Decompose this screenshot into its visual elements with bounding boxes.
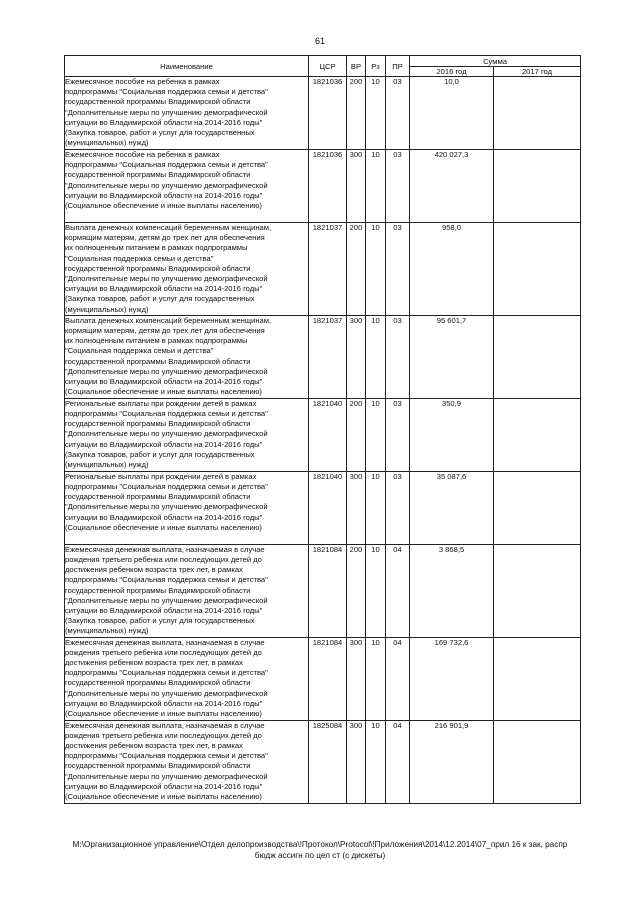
row-name-line: Региональные выплаты при рождении детей в рамках [65, 398, 257, 408]
row-csr: 1821036 [309, 150, 347, 223]
row-name-line: рождения третьего ребенка или последующих детей до [65, 730, 262, 740]
row-name-line: государственной программы Владимирской области [65, 761, 251, 771]
row-vr: 200 [347, 77, 366, 150]
row-name-line: Региональные выплаты при рождении детей в рамках [65, 471, 257, 481]
footer-line: бюдж ассигн по цел ст (с дискеты) [254, 851, 386, 860]
row-name-line: кормящим матерям, детям до трех лет для обеспечения [65, 233, 265, 243]
row-csr: 1825084 [309, 720, 347, 803]
row-name-line: ситуации во Владимирской области на 2014-2016 годы" [65, 698, 263, 708]
header-name: Наименование [65, 56, 309, 77]
table-row [65, 315, 581, 398]
row-sum-2016: 216 901,9 [410, 720, 494, 803]
row-pr: 03 [386, 150, 410, 223]
table-row [65, 223, 581, 316]
header-year-2016: 2016 год [410, 67, 494, 77]
row-pr: 04 [386, 544, 410, 637]
row-sum-2016: 420 027,3 [410, 150, 494, 223]
row-pr: 03 [386, 471, 410, 544]
row-rz: 10 [366, 720, 386, 803]
table-row [65, 720, 581, 803]
row-name-line: кормящим матерям, детям до трех лет для обеспечения [65, 326, 265, 336]
row-name-line: ситуации во Владимирской области на 2014-2016 годы" [65, 439, 263, 449]
row-name-line: государственной программы Владимирской области [65, 356, 251, 366]
row-rz: 10 [366, 637, 386, 720]
row-name [65, 150, 309, 223]
row-name [65, 223, 309, 316]
row-name-line: государственной программы Владимирской области [65, 170, 251, 180]
row-pr: 04 [386, 637, 410, 720]
row-sum-2017 [494, 544, 581, 637]
row-rz: 10 [366, 77, 386, 150]
table-row [65, 150, 581, 223]
row-sum-2016: 95 601,7 [410, 315, 494, 398]
row-name [65, 544, 309, 637]
row-name-line: (Социальное обеспечение и иные выплаты населению) [65, 792, 262, 802]
row-name-line: Ежемесячная денежная выплата, назначаемая в случае [65, 720, 265, 730]
row-rz: 10 [366, 223, 386, 316]
row-vr: 200 [347, 398, 366, 471]
table-body [65, 77, 581, 804]
page-number: 61 [314, 36, 325, 46]
row-name-line: подпрограммы "Социальная поддержка семьи и детства" [65, 160, 268, 170]
row-vr: 200 [347, 223, 366, 316]
table-row [65, 77, 581, 150]
header-vr: ВР [347, 56, 366, 77]
row-name-line: подпрограммы "Социальная поддержка семьи и детства" [65, 668, 268, 678]
row-name-line: (муниципальных) нужд) [65, 626, 149, 636]
row-sum-2017 [494, 471, 581, 544]
row-name-line: их полноценным питанием в рамках подпрограммы [65, 336, 248, 346]
row-name-line: подпрограммы "Социальная поддержка семьи и детства" [65, 751, 268, 761]
row-name [65, 637, 309, 720]
row-name-line: "Дополнительные меры по улучшению демографической [65, 771, 268, 781]
row-pr: 04 [386, 720, 410, 803]
row-rz: 10 [366, 150, 386, 223]
row-name-line: (муниципальных) нужд) [65, 460, 149, 470]
row-sum-2016: 3 868,5 [410, 544, 494, 637]
row-sum-2016: 35 087,6 [410, 471, 494, 544]
table-row [65, 637, 581, 720]
header-csr: ЦСР [309, 56, 347, 77]
row-name-line: Выплата денежных компенсаций беременным женщинам, [65, 315, 272, 325]
row-sum-2016: 350,9 [410, 398, 494, 471]
row-csr: 1821084 [309, 637, 347, 720]
row-name-line: "Дополнительные меры по улучшению демографической [65, 366, 268, 376]
row-sum-2017 [494, 223, 581, 316]
row-name-line: ситуации во Владимирской области на 2014-2016 годы" [65, 512, 263, 522]
row-sum-2017 [494, 77, 581, 150]
row-name-line: (Закупка товаров, работ и услуг для государственных [65, 128, 255, 138]
row-sum-2016: 10,0 [410, 77, 494, 150]
row-name-line: (муниципальных) нужд) [65, 138, 149, 148]
row-name-line: (Социальное обеспечение и иные выплаты населению) [65, 201, 262, 211]
row-sum-2017 [494, 720, 581, 803]
row-name-line: "Социальная поддержка семьи и детства" [65, 346, 214, 356]
row-sum-2017 [494, 315, 581, 398]
row-name-line: ситуации во Владимирской области на 2014-2016 годы" [65, 284, 263, 294]
row-name-line: (Социальное обеспечение и иные выплаты населению) [65, 709, 262, 719]
row-name-line: (Закупка товаров, работ и услуг для государственных [65, 449, 255, 459]
row-pr: 03 [386, 398, 410, 471]
row-name-line: "Дополнительные меры по улучшению демографической [65, 688, 268, 698]
row-pr: 03 [386, 223, 410, 316]
file-path-footer [60, 839, 580, 861]
row-csr: 1821036 [309, 77, 347, 150]
row-name-line: Ежемесячное пособие на ребенка в рамках [65, 150, 220, 159]
header-rz: Рз [366, 56, 386, 77]
row-vr: 300 [347, 150, 366, 223]
row-vr: 300 [347, 720, 366, 803]
row-name-line: (Закупка товаров, работ и услуг для государственных [65, 294, 255, 304]
budget-table [64, 55, 581, 804]
table-row [65, 398, 581, 471]
row-name-line: (Социальное обеспечение и иные выплаты населению) [65, 387, 262, 397]
row-name-line: государственной программы Владимирской области [65, 492, 251, 502]
row-name-line: государственной программы Владимирской области [65, 678, 251, 688]
row-name-line: Ежемесячная денежная выплата, назначаемая в случае [65, 544, 265, 554]
row-vr: 300 [347, 471, 366, 544]
row-name-line: подпрограммы "Социальная поддержка семьи и детства" [65, 87, 268, 97]
row-rz: 10 [366, 471, 386, 544]
row-csr: 1821037 [309, 315, 347, 398]
row-name-line: "Дополнительные меры по улучшению демографической [65, 180, 268, 190]
row-sum-2017 [494, 398, 581, 471]
row-name-line: (Закупка товаров, работ и услуг для государственных [65, 616, 255, 626]
row-name [65, 471, 309, 544]
row-name-line: "Дополнительные меры по улучшению демографической [65, 595, 268, 605]
row-name-line: подпрограммы "Социальная поддержка семьи и детства" [65, 409, 268, 419]
row-name-line: достижения ребенком возраста трех лет, в рамках [65, 741, 243, 751]
table-row [65, 471, 581, 544]
row-name-line: рождения третьего ребенка или последующих детей до [65, 647, 262, 657]
row-name [65, 77, 309, 150]
row-csr: 1821037 [309, 223, 347, 316]
row-pr: 03 [386, 315, 410, 398]
row-vr: 300 [347, 637, 366, 720]
row-name-line: (муниципальных) нужд) [65, 304, 149, 314]
row-name-line: "Социальная поддержка семьи и детства" [65, 253, 214, 263]
row-name-line: их полноценным питанием в рамках подпрограммы [65, 243, 248, 253]
row-vr: 200 [347, 544, 366, 637]
row-name-line: ситуации во Владимирской области на 2014-2016 годы" [65, 781, 263, 791]
row-rz: 10 [366, 544, 386, 637]
row-name-line: "Дополнительные меры по улучшению демографической [65, 107, 268, 117]
row-name-line: ситуации во Владимирской области на 2014-2016 годы" [65, 377, 263, 387]
row-name [65, 315, 309, 398]
row-name-line: государственной программы Владимирской области [65, 585, 251, 595]
row-name-line: Ежемесячное пособие на ребенка в рамках [65, 77, 220, 86]
table-row [65, 544, 581, 637]
row-name-line: достижения ребенком возраста трех лет, в рамках [65, 658, 243, 668]
row-rz: 10 [366, 398, 386, 471]
row-name-line: "Дополнительные меры по улучшению демографической [65, 502, 268, 512]
row-pr: 03 [386, 77, 410, 150]
row-name-line: подпрограммы "Социальная поддержка семьи и детства" [65, 482, 268, 492]
row-vr: 300 [347, 315, 366, 398]
header-sum: Сумма [410, 56, 581, 67]
row-sum-2017 [494, 150, 581, 223]
row-name [65, 398, 309, 471]
header-year-2017: 2017 год [494, 67, 581, 77]
row-name-line: государственной программы Владимирской области [65, 419, 251, 429]
row-sum-2016: 169 732,6 [410, 637, 494, 720]
footer-line: M:\Организационное управление\Отдел делопроизводства\!Протокол\Protocol\!Приложения\2014\12.2014\07_прил 16 к зак, распр [72, 840, 568, 849]
row-name-line: (Социальное обеспечение и иные выплаты населению) [65, 522, 262, 532]
row-name-line: ситуации во Владимирской области на 2014-2016 годы" [65, 117, 263, 127]
row-csr: 1821084 [309, 544, 347, 637]
row-sum-2016: 958,0 [410, 223, 494, 316]
row-name-line: рождения третьего ребенка или последующих детей до [65, 555, 262, 565]
row-name-line: достижения ребенком возраста трех лет, в рамках [65, 565, 243, 575]
row-name-line: Ежемесячная денежная выплата, назначаемая в случае [65, 637, 265, 647]
row-name-line: государственной программы Владимирской области [65, 97, 251, 107]
row-rz: 10 [366, 315, 386, 398]
row-name-line: "Дополнительные меры по улучшению демографической [65, 274, 268, 284]
row-name-line: государственной программы Владимирской области [65, 263, 251, 273]
row-name-line: подпрограммы "Социальная поддержка семьи и детства" [65, 575, 268, 585]
row-name-line: "Дополнительные меры по улучшению демографической [65, 429, 268, 439]
row-name-line: Выплата денежных компенсаций беременным женщинам, [65, 223, 272, 232]
header-pr: ПР [386, 56, 410, 77]
row-sum-2017 [494, 637, 581, 720]
row-csr: 1821040 [309, 398, 347, 471]
row-name-line: ситуации во Владимирской области на 2014-2016 годы" [65, 190, 263, 200]
row-name-line: ситуации во Владимирской области на 2014-2016 годы" [65, 606, 263, 616]
row-csr: 1821040 [309, 471, 347, 544]
row-name [65, 720, 309, 803]
